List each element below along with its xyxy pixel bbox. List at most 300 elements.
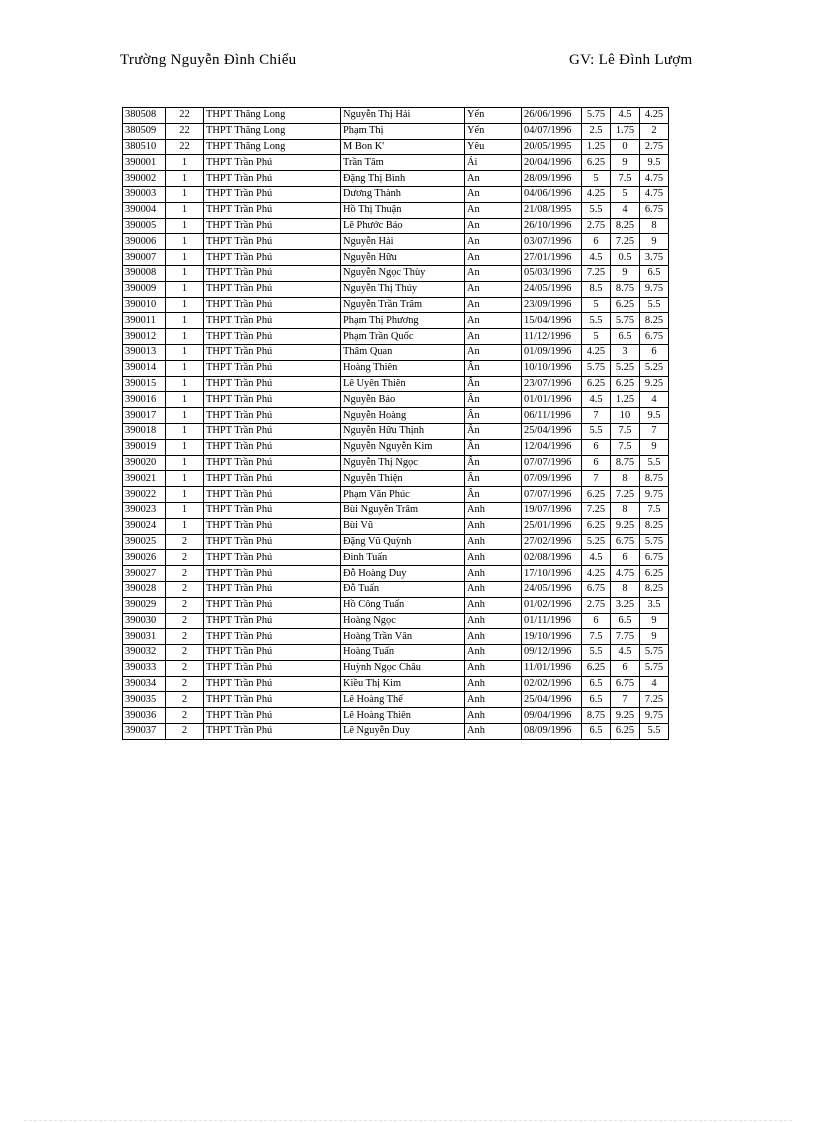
score-3-cell: 5.5	[640, 724, 669, 740]
score-3-cell: 2.75	[640, 139, 669, 155]
score-3-cell: 5.75	[640, 660, 669, 676]
first-name-cell: Anh	[465, 708, 522, 724]
score-1-cell: 6.25	[582, 155, 611, 171]
last-name-cell: Lê Hoàng Thiên	[341, 708, 465, 724]
score-2-cell: 0	[611, 139, 640, 155]
room-number-cell: 2	[166, 613, 204, 629]
score-3-cell: 7.5	[640, 502, 669, 518]
score-2-cell: 4.5	[611, 645, 640, 661]
table-row	[123, 155, 669, 171]
score-3-cell: 3.5	[640, 597, 669, 613]
last-name-cell: Hồ Công Tuấn	[341, 597, 465, 613]
table-row	[123, 724, 669, 740]
score-3-cell: 6.5	[640, 265, 669, 281]
score-3-cell: 9	[640, 629, 669, 645]
score-3-cell: 3.75	[640, 250, 669, 266]
student-id-cell: 390006	[123, 234, 166, 250]
first-name-cell: Ân	[465, 487, 522, 503]
last-name-cell: Nguyễn Hữu Thịnh	[341, 423, 465, 439]
school-cell: THPT Trần Phú	[204, 645, 341, 661]
student-id-cell: 390008	[123, 265, 166, 281]
last-name-cell: Trần Tâm	[341, 155, 465, 171]
first-name-cell: Ân	[465, 423, 522, 439]
school-cell: THPT Trần Phú	[204, 676, 341, 692]
birth-date-cell: 23/07/1996	[522, 376, 582, 392]
student-id-cell: 390024	[123, 518, 166, 534]
birth-date-cell: 07/07/1996	[522, 487, 582, 503]
birth-date-cell: 25/04/1996	[522, 692, 582, 708]
last-name-cell: Nguyễn Hải	[341, 234, 465, 250]
score-2-cell: 7.75	[611, 629, 640, 645]
teacher-name: GV: Lê Đình Lượm	[569, 52, 693, 68]
last-name-cell: Phạm Thị Phương	[341, 313, 465, 329]
birth-date-cell: 19/10/1996	[522, 629, 582, 645]
first-name-cell: An	[465, 186, 522, 202]
room-number-cell: 2	[166, 629, 204, 645]
last-name-cell: Nguyễn Thị Ngọc	[341, 455, 465, 471]
score-1-cell: 4.25	[582, 344, 611, 360]
student-id-cell: 390018	[123, 423, 166, 439]
score-3-cell: 9.5	[640, 155, 669, 171]
table-row	[123, 645, 669, 661]
table-row	[123, 171, 669, 187]
first-name-cell: Ân	[465, 376, 522, 392]
first-name-cell: An	[465, 171, 522, 187]
school-cell: THPT Thăng Long	[204, 108, 341, 124]
room-number-cell: 1	[166, 392, 204, 408]
room-number-cell: 1	[166, 376, 204, 392]
score-1-cell: 1.25	[582, 139, 611, 155]
birth-date-cell: 17/10/1996	[522, 566, 582, 582]
school-cell: THPT Trần Phú	[204, 534, 341, 550]
school-cell: THPT Trần Phú	[204, 297, 341, 313]
school-cell: THPT Trần Phú	[204, 360, 341, 376]
score-3-cell: 8.25	[640, 313, 669, 329]
room-number-cell: 2	[166, 597, 204, 613]
room-number-cell: 1	[166, 313, 204, 329]
student-id-cell: 390005	[123, 218, 166, 234]
student-id-cell: 390001	[123, 155, 166, 171]
student-id-cell: 390017	[123, 408, 166, 424]
score-2-cell: 8	[611, 502, 640, 518]
last-name-cell: Phạm Văn Phúc	[341, 487, 465, 503]
table-row	[123, 581, 669, 597]
score-2-cell: 7.5	[611, 439, 640, 455]
student-id-cell: 390011	[123, 313, 166, 329]
birth-date-cell: 15/04/1996	[522, 313, 582, 329]
school-cell: THPT Trần Phú	[204, 329, 341, 345]
room-number-cell: 1	[166, 281, 204, 297]
score-2-cell: 0.5	[611, 250, 640, 266]
room-number-cell: 1	[166, 234, 204, 250]
score-table-body	[123, 108, 669, 740]
first-name-cell: Anh	[465, 613, 522, 629]
score-2-cell: 3	[611, 344, 640, 360]
room-number-cell: 22	[166, 123, 204, 139]
room-number-cell: 1	[166, 202, 204, 218]
first-name-cell: Anh	[465, 581, 522, 597]
student-id-cell: 390015	[123, 376, 166, 392]
last-name-cell: Nguyễn Ngọc Thùy	[341, 265, 465, 281]
last-name-cell: Hoàng Ngọc	[341, 613, 465, 629]
school-cell: THPT Trần Phú	[204, 724, 341, 740]
table-row	[123, 708, 669, 724]
first-name-cell: Ái	[465, 155, 522, 171]
student-id-cell: 390029	[123, 597, 166, 613]
table-row	[123, 329, 669, 345]
last-name-cell: Nguyễn Trần Trâm	[341, 297, 465, 313]
score-3-cell: 9.75	[640, 487, 669, 503]
table-row	[123, 502, 669, 518]
score-3-cell: 4.75	[640, 171, 669, 187]
score-2-cell: 7.25	[611, 234, 640, 250]
last-name-cell: Lê Phước Bảo	[341, 218, 465, 234]
birth-date-cell: 23/09/1996	[522, 297, 582, 313]
school-cell: THPT Trần Phú	[204, 487, 341, 503]
table-row	[123, 518, 669, 534]
birth-date-cell: 05/03/1996	[522, 265, 582, 281]
birth-date-cell: 08/09/1996	[522, 724, 582, 740]
first-name-cell: Yến	[465, 108, 522, 124]
first-name-cell: Yến	[465, 123, 522, 139]
score-2-cell: 6.25	[611, 297, 640, 313]
table-row	[123, 234, 669, 250]
birth-date-cell: 01/11/1996	[522, 613, 582, 629]
score-1-cell: 4.25	[582, 566, 611, 582]
room-number-cell: 1	[166, 297, 204, 313]
student-id-cell: 390036	[123, 708, 166, 724]
school-cell: THPT Trần Phú	[204, 155, 341, 171]
birth-date-cell: 21/08/1995	[522, 202, 582, 218]
first-name-cell: Anh	[465, 597, 522, 613]
first-name-cell: An	[465, 250, 522, 266]
room-number-cell: 2	[166, 534, 204, 550]
student-id-cell: 390028	[123, 581, 166, 597]
birth-date-cell: 06/11/1996	[522, 408, 582, 424]
school-cell: THPT Trần Phú	[204, 660, 341, 676]
birth-date-cell: 12/04/1996	[522, 439, 582, 455]
last-name-cell: Hoàng Trần Vân	[341, 629, 465, 645]
first-name-cell: Anh	[465, 645, 522, 661]
student-id-cell: 390037	[123, 724, 166, 740]
last-name-cell: Đinh Tuấn	[341, 550, 465, 566]
score-2-cell: 8.75	[611, 455, 640, 471]
student-id-cell: 390023	[123, 502, 166, 518]
birth-date-cell: 02/02/1996	[522, 676, 582, 692]
table-row	[123, 202, 669, 218]
first-name-cell: An	[465, 202, 522, 218]
room-number-cell: 1	[166, 487, 204, 503]
school-cell: THPT Trần Phú	[204, 234, 341, 250]
last-name-cell: Nguyễn Thiện	[341, 471, 465, 487]
score-2-cell: 1.75	[611, 123, 640, 139]
school-cell: THPT Trần Phú	[204, 218, 341, 234]
score-2-cell: 9	[611, 155, 640, 171]
score-3-cell: 5.75	[640, 534, 669, 550]
score-2-cell: 6	[611, 660, 640, 676]
table-row	[123, 471, 669, 487]
last-name-cell: Nguyễn Hữu	[341, 250, 465, 266]
school-cell: THPT Trần Phú	[204, 344, 341, 360]
student-id-cell: 380508	[123, 108, 166, 124]
score-1-cell: 8.75	[582, 708, 611, 724]
student-id-cell: 390009	[123, 281, 166, 297]
birth-date-cell: 26/10/1996	[522, 218, 582, 234]
last-name-cell: Huỳnh Ngọc Châu	[341, 660, 465, 676]
first-name-cell: Anh	[465, 676, 522, 692]
room-number-cell: 2	[166, 550, 204, 566]
score-2-cell: 4	[611, 202, 640, 218]
last-name-cell: Dương Thành	[341, 186, 465, 202]
score-3-cell: 2	[640, 123, 669, 139]
student-id-cell: 390035	[123, 692, 166, 708]
school-cell: THPT Trần Phú	[204, 566, 341, 582]
first-name-cell: Anh	[465, 660, 522, 676]
last-name-cell: Lê Hoàng Thế	[341, 692, 465, 708]
first-name-cell: An	[465, 281, 522, 297]
score-1-cell: 6	[582, 613, 611, 629]
student-id-cell: 390030	[123, 613, 166, 629]
score-3-cell: 6.25	[640, 566, 669, 582]
table-row	[123, 692, 669, 708]
room-number-cell: 2	[166, 692, 204, 708]
room-number-cell: 1	[166, 408, 204, 424]
score-1-cell: 6	[582, 439, 611, 455]
room-number-cell: 1	[166, 502, 204, 518]
score-1-cell: 2.75	[582, 218, 611, 234]
birth-date-cell: 20/05/1995	[522, 139, 582, 155]
school-name: Trường Nguyễn Đình Chiểu	[120, 52, 297, 68]
first-name-cell: An	[465, 329, 522, 345]
score-2-cell: 7	[611, 692, 640, 708]
score-3-cell: 5.5	[640, 455, 669, 471]
school-cell: THPT Trần Phú	[204, 708, 341, 724]
student-id-cell: 390025	[123, 534, 166, 550]
score-2-cell: 6.5	[611, 329, 640, 345]
room-number-cell: 2	[166, 566, 204, 582]
birth-date-cell: 24/05/1996	[522, 281, 582, 297]
student-id-cell: 390020	[123, 455, 166, 471]
table-row	[123, 566, 669, 582]
last-name-cell: Đỗ Hoàng Duy	[341, 566, 465, 582]
last-name-cell: Nguyễn Nguyễn Kim	[341, 439, 465, 455]
school-cell: THPT Trần Phú	[204, 408, 341, 424]
birth-date-cell: 27/01/1996	[522, 250, 582, 266]
first-name-cell: Anh	[465, 692, 522, 708]
table-row	[123, 550, 669, 566]
score-1-cell: 5	[582, 171, 611, 187]
table-row	[123, 597, 669, 613]
table-row	[123, 534, 669, 550]
first-name-cell: An	[465, 297, 522, 313]
school-cell: THPT Trần Phú	[204, 439, 341, 455]
score-3-cell: 9	[640, 234, 669, 250]
birth-date-cell: 07/09/1996	[522, 471, 582, 487]
score-2-cell: 7.5	[611, 171, 640, 187]
score-3-cell: 4.25	[640, 108, 669, 124]
score-1-cell: 5	[582, 297, 611, 313]
score-1-cell: 7	[582, 471, 611, 487]
room-number-cell: 2	[166, 581, 204, 597]
score-2-cell: 7.25	[611, 487, 640, 503]
last-name-cell: Đặng Thị Bình	[341, 171, 465, 187]
last-name-cell: Bùi Vũ	[341, 518, 465, 534]
table-row	[123, 139, 669, 155]
room-number-cell: 1	[166, 171, 204, 187]
score-1-cell: 6.25	[582, 518, 611, 534]
score-3-cell: 4	[640, 392, 669, 408]
birth-date-cell: 03/07/1996	[522, 234, 582, 250]
school-cell: THPT Thăng Long	[204, 139, 341, 155]
school-cell: THPT Trần Phú	[204, 502, 341, 518]
first-name-cell: Anh	[465, 566, 522, 582]
student-id-cell: 390007	[123, 250, 166, 266]
table-row	[123, 455, 669, 471]
school-cell: THPT Trần Phú	[204, 597, 341, 613]
score-1-cell: 6	[582, 455, 611, 471]
birth-date-cell: 25/04/1996	[522, 423, 582, 439]
score-3-cell: 6.75	[640, 550, 669, 566]
student-id-cell: 390012	[123, 329, 166, 345]
first-name-cell: An	[465, 218, 522, 234]
room-number-cell: 1	[166, 360, 204, 376]
table-row	[123, 265, 669, 281]
first-name-cell: Ân	[465, 360, 522, 376]
student-id-cell: 390032	[123, 645, 166, 661]
score-1-cell: 7.25	[582, 502, 611, 518]
birth-date-cell: 01/09/1996	[522, 344, 582, 360]
room-number-cell: 1	[166, 455, 204, 471]
score-3-cell: 6	[640, 344, 669, 360]
score-3-cell: 7	[640, 423, 669, 439]
table-row	[123, 123, 669, 139]
last-name-cell: Lê Nguyễn Duy	[341, 724, 465, 740]
last-name-cell: Thâm Quan	[341, 344, 465, 360]
school-cell: THPT Trần Phú	[204, 376, 341, 392]
table-row	[123, 108, 669, 124]
score-1-cell: 6.25	[582, 660, 611, 676]
table-row	[123, 629, 669, 645]
room-number-cell: 2	[166, 660, 204, 676]
table-row	[123, 297, 669, 313]
score-1-cell: 6.25	[582, 376, 611, 392]
school-cell: THPT Trần Phú	[204, 281, 341, 297]
score-2-cell: 6.25	[611, 724, 640, 740]
table-row	[123, 360, 669, 376]
score-3-cell: 7.25	[640, 692, 669, 708]
first-name-cell: Anh	[465, 518, 522, 534]
page-bottom-divider	[24, 1120, 792, 1121]
score-1-cell: 8.5	[582, 281, 611, 297]
birth-date-cell: 26/06/1996	[522, 108, 582, 124]
score-2-cell: 4.5	[611, 108, 640, 124]
room-number-cell: 22	[166, 139, 204, 155]
table-row	[123, 660, 669, 676]
score-1-cell: 6.25	[582, 487, 611, 503]
room-number-cell: 1	[166, 186, 204, 202]
score-1-cell: 5.75	[582, 108, 611, 124]
student-id-cell: 380510	[123, 139, 166, 155]
school-cell: THPT Trần Phú	[204, 471, 341, 487]
student-id-cell: 390010	[123, 297, 166, 313]
score-2-cell: 5.25	[611, 360, 640, 376]
score-3-cell: 5.75	[640, 645, 669, 661]
score-1-cell: 2.75	[582, 597, 611, 613]
birth-date-cell: 02/08/1996	[522, 550, 582, 566]
score-1-cell: 6.75	[582, 581, 611, 597]
first-name-cell: Anh	[465, 550, 522, 566]
score-3-cell: 8.25	[640, 581, 669, 597]
score-3-cell: 5.5	[640, 297, 669, 313]
school-cell: THPT Trần Phú	[204, 250, 341, 266]
score-2-cell: 6.75	[611, 676, 640, 692]
score-3-cell: 5.25	[640, 360, 669, 376]
student-id-cell: 390034	[123, 676, 166, 692]
table-row	[123, 376, 669, 392]
last-name-cell: Nguyễn Thị Hải	[341, 108, 465, 124]
score-2-cell: 6	[611, 550, 640, 566]
first-name-cell: Ân	[465, 439, 522, 455]
score-1-cell: 4.5	[582, 392, 611, 408]
school-cell: THPT Trần Phú	[204, 423, 341, 439]
birth-date-cell: 09/12/1996	[522, 645, 582, 661]
first-name-cell: Ân	[465, 471, 522, 487]
score-2-cell: 6.5	[611, 613, 640, 629]
score-3-cell: 6.75	[640, 329, 669, 345]
score-3-cell: 4	[640, 676, 669, 692]
score-3-cell: 8.75	[640, 471, 669, 487]
score-3-cell: 9.75	[640, 708, 669, 724]
school-cell: THPT Trần Phú	[204, 629, 341, 645]
first-name-cell: Ân	[465, 408, 522, 424]
score-1-cell: 5	[582, 329, 611, 345]
score-2-cell: 5	[611, 186, 640, 202]
first-name-cell: An	[465, 313, 522, 329]
first-name-cell: An	[465, 234, 522, 250]
school-cell: THPT Trần Phú	[204, 313, 341, 329]
birth-date-cell: 25/01/1996	[522, 518, 582, 534]
school-cell: THPT Trần Phú	[204, 613, 341, 629]
first-name-cell: Ân	[465, 455, 522, 471]
last-name-cell: Kiều Thị Kim	[341, 676, 465, 692]
first-name-cell: Yêu	[465, 139, 522, 155]
room-number-cell: 2	[166, 724, 204, 740]
student-id-cell: 390022	[123, 487, 166, 503]
table-row	[123, 218, 669, 234]
room-number-cell: 1	[166, 471, 204, 487]
score-1-cell: 6	[582, 234, 611, 250]
room-number-cell: 1	[166, 329, 204, 345]
table-row	[123, 313, 669, 329]
table-row	[123, 250, 669, 266]
student-id-cell: 390013	[123, 344, 166, 360]
last-name-cell: Hoàng Thiên	[341, 360, 465, 376]
score-3-cell: 8	[640, 218, 669, 234]
score-1-cell: 5.5	[582, 313, 611, 329]
table-row	[123, 439, 669, 455]
student-id-cell: 390016	[123, 392, 166, 408]
table-row	[123, 676, 669, 692]
table-row	[123, 613, 669, 629]
score-1-cell: 4.5	[582, 550, 611, 566]
last-name-cell: Bùi Nguyễn Trâm	[341, 502, 465, 518]
score-3-cell: 8.25	[640, 518, 669, 534]
score-1-cell: 5.5	[582, 423, 611, 439]
school-cell: THPT Trần Phú	[204, 518, 341, 534]
last-name-cell: Hoàng Tuấn	[341, 645, 465, 661]
room-number-cell: 2	[166, 645, 204, 661]
table-row	[123, 487, 669, 503]
